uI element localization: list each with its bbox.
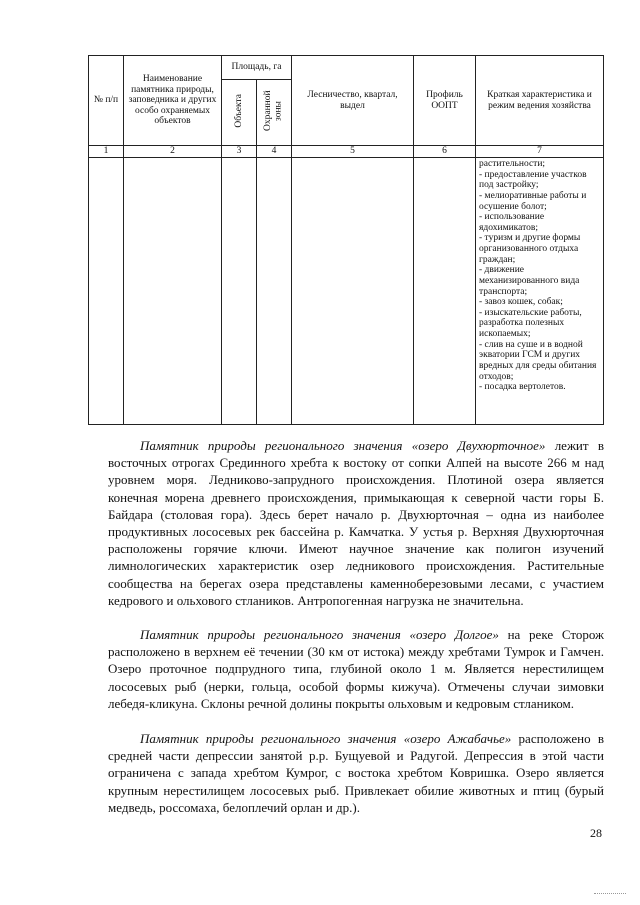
characteristic-list bbox=[476, 158, 604, 425]
column-number: 6 bbox=[414, 146, 476, 158]
column-number: 3 bbox=[222, 146, 257, 158]
body-cell bbox=[89, 158, 124, 425]
column-number: 5 bbox=[292, 146, 414, 158]
list-item: растительности; bbox=[479, 159, 546, 169]
header-characteristic: Краткая характеристика и режим ведения хозяйства bbox=[476, 56, 604, 146]
list-item: - движение механизированного вида транспорта; bbox=[479, 265, 580, 297]
body-cell bbox=[257, 158, 292, 425]
header-area-object-cell bbox=[222, 80, 257, 146]
regulation-table bbox=[88, 55, 604, 425]
header-area-zone: Охранной зоны bbox=[263, 90, 284, 131]
list-item: - использование ядохимикатов; bbox=[479, 212, 545, 233]
list-item: - предоставление участков под застройку; bbox=[479, 169, 587, 191]
header-profile: Профиль ООПТ bbox=[414, 56, 476, 146]
list-item: - посадка вертолетов. bbox=[479, 382, 566, 393]
header-num: № п/п bbox=[89, 56, 124, 146]
list-item: - слив на суше и в водной экватории ГСМ и других вредных для среды обитания отходов; bbox=[479, 339, 597, 382]
column-number: 7 bbox=[476, 146, 604, 158]
page-number: 28 bbox=[590, 826, 602, 840]
paragraph-body: на реке Сторож расположено в верхнем её течении (30 км от истока) между хребтами Тумрок и Гамчен. Озеро проточное подпрудного типа, глубиной около 1 м. Является нерестилищем лососевых рыб (нерки, гольца, особой формы кижуча). Отмечены случаи зимовки лебедя-кликуна. Склоны речной долины покрыты ольховым и кедровым стлаником. bbox=[108, 627, 604, 711]
list-item: - изыскательские работы, разработка полезных ископаемых; bbox=[479, 307, 582, 339]
column-number: 4 bbox=[257, 146, 292, 158]
header-forestry: Лесничество, квартал, выдел bbox=[292, 56, 414, 146]
list-item: - туризм и другие формы организованного отдыха граждан; bbox=[479, 233, 581, 265]
column-number: 2 bbox=[124, 146, 222, 158]
list-item: - мелиоративные работы и осушение болот; bbox=[479, 190, 587, 212]
body-cell bbox=[124, 158, 222, 425]
paragraph-dvukhyurtochnoe bbox=[108, 437, 604, 609]
list-item: - завоз кошек, собак; bbox=[479, 297, 563, 308]
column-number: 1 bbox=[89, 146, 124, 158]
paragraph-body: лежит в восточных отрогах Срединного хребта к востоку от сопки Алпей на высоте 266 м над уровнем моря. Ледниково-запрудного происхождения. Плотиной озера является конечная морена древнего происхождения, примыкающая к северной части горы Б. Байдара (столовая гора). Здесь берет начало р. Двухюрточная – одна из наиболее продуктивных лососевых рек бассейна р. Камчатка. У устья р. Верхняя Двухюрточная расположены горячие ключи. Имеют научное значение как полигон изучений лимнологических характеристик озер ледникового происхождения. Растительные сообщества на берегах озера представлены каменноберезовыми лесами, с участием кедрового и ольхового стлаников. Антропогенная нагрузка не значительна. bbox=[108, 438, 604, 608]
paragraph-dolgoe bbox=[108, 626, 604, 712]
header-name: Наименование памятника природы, заповедника и других особо охраняемых объектов bbox=[124, 56, 222, 146]
body-cell bbox=[414, 158, 476, 425]
header-area-object: Объекта bbox=[233, 93, 244, 128]
scan-artifact bbox=[594, 893, 626, 894]
body-cell bbox=[292, 158, 414, 425]
paragraph-azhabachye bbox=[108, 730, 604, 816]
header-area-zone-cell bbox=[257, 80, 292, 146]
paragraph-lead: Памятник природы регионального значения «озеро Долгое» bbox=[140, 627, 499, 642]
body-cell bbox=[222, 158, 257, 425]
paragraph-body: расположено в средней части депрессии занятой р.р. Бущуевой и Радугой. Депрессия в этой части ограничена с запада хребтом Кумрог, с востока хребтом Ковришка. Озеро является крупным нерестилищем лососевых рыб. Привлекает обилие животных и птиц (бурый медведь, россомаха, белоплечий орлан и др.). bbox=[108, 731, 604, 815]
paragraph-lead: Памятник природы регионального значения «озеро Двухюрточное» bbox=[140, 438, 546, 453]
header-area: Площадь, га bbox=[222, 56, 292, 80]
paragraph-lead: Памятник природы регионального значения «озеро Ажабачье» bbox=[140, 731, 512, 746]
